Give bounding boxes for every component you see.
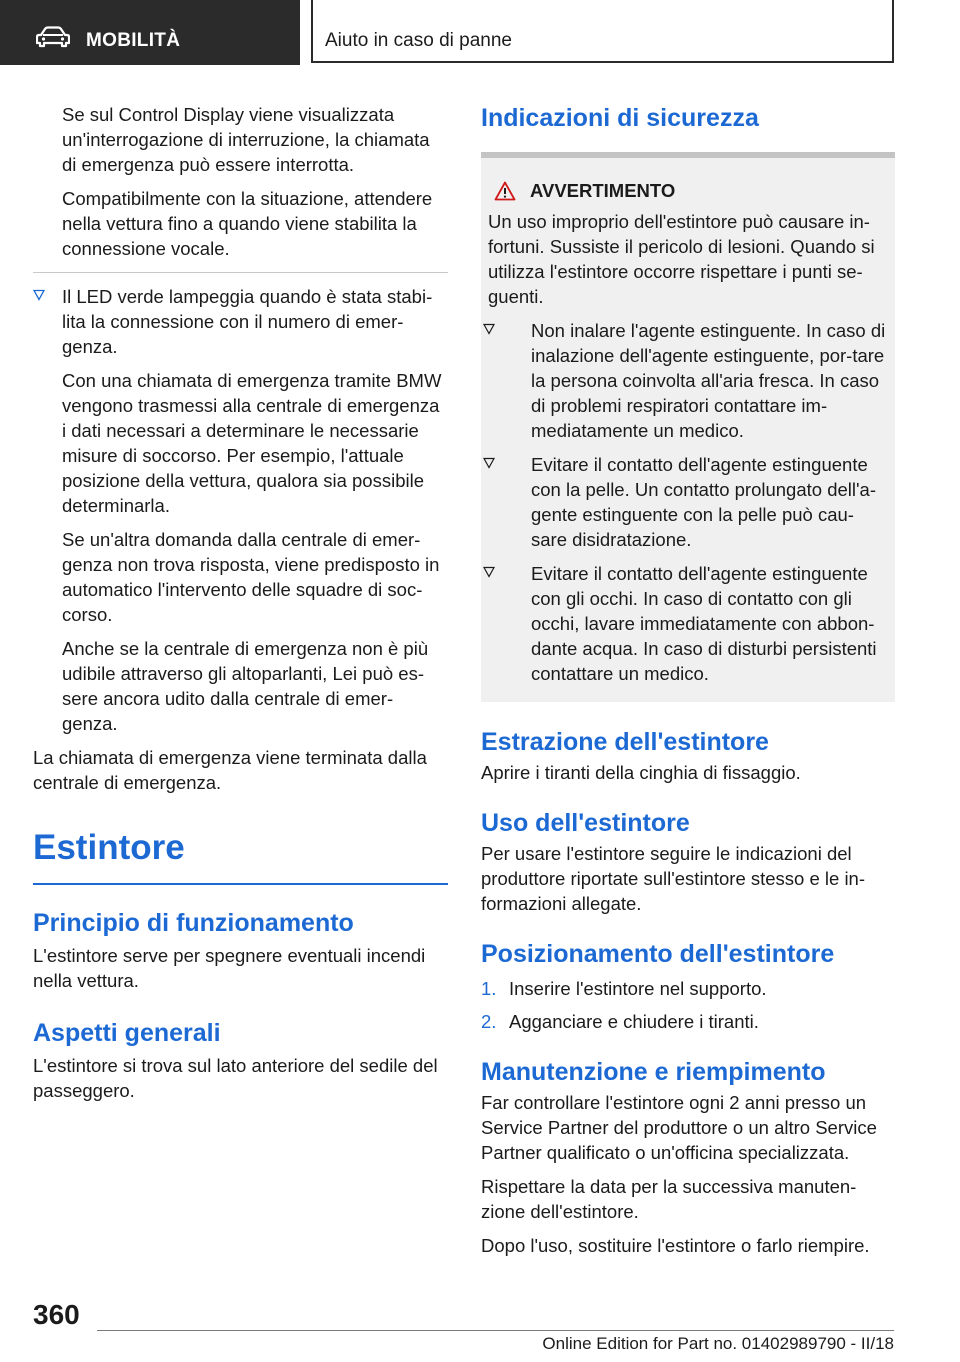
paragraph: Se un'altra domanda dalla centrale di emer-genza non trova risposta, viene predisposto in automatico l'intervento delle squadre di soc-corso. (62, 529, 440, 625)
list-item (495, 318, 887, 443)
triangle-bullet-icon (483, 323, 495, 335)
paragraph: L'estintore serve per spegnere eventuali incendi nella vettura. (33, 945, 426, 991)
list-item-text: Non inalare l'agente estinguente. In caso di inalazione dell'agente estinguente, por-tare la persona coinvolta all'aria fresca. In caso di problemi respiratori contattare im-mediatamente un medico. (531, 320, 886, 441)
section-heading: Posizionamento dell'estintore (481, 940, 835, 968)
left-column (33, 102, 448, 1103)
section-heading: Indicazioni di sicurezza (481, 104, 759, 132)
paragraph: Anche se la centrale di emergenza non è più udibile attraverso gli altoparlanti, Lei può es-sere ancora udito dalla centrale di emer-genza. (62, 638, 429, 734)
section-heading: Aspetti generali (33, 1019, 221, 1047)
list-item-text: Il LED verde lampeggia quando è stata stabi-lita la connessione con il numero di emer-genza. (62, 286, 433, 357)
list-item (495, 452, 887, 552)
right-column (481, 102, 895, 1258)
paragraph: La chiamata di emergenza viene terminata dalla centrale di emergenza. (33, 747, 427, 793)
chapter-label: MOBILITÀ (86, 30, 181, 51)
page-number: 360 (33, 1299, 80, 1330)
triangle-bullet-icon (483, 566, 495, 578)
footer-rule (97, 1330, 894, 1331)
step-text: Inserire l'estintore nel supporto. (509, 978, 767, 999)
warning-text: Un uso improprio dell'estintore può causare in-fortuni. Sussiste il pericolo di lesioni. Quando si utilizza l'estintore occorre rispettare i punti se-guenti. (488, 211, 875, 307)
section-heading: Uso dell'estintore (481, 809, 690, 837)
paragraph: Con una chiamata di emergenza tramite BMW vengono trasmessi alla centrale di emergenza i dati necessari a determinare le necessarie misure di soccorso. Per esempio, l'attuale posizione della vettura, qualora sia possibile determinarla. (62, 370, 442, 516)
paragraph: Aprire i tiranti della cinghia di fissaggio. (481, 762, 801, 783)
warning-title: AVVERTIMENTO (530, 180, 676, 201)
paragraph: Dopo l'uso, sostituire l'estintore o farlo riempire. (481, 1235, 870, 1256)
step-text: Agganciare e chiudere i tiranti. (509, 1011, 759, 1032)
warning-header (488, 178, 887, 203)
section-heading: Principio di funzionamento (33, 909, 354, 937)
paragraph: Far controllare l'estintore ogni 2 anni presso un Service Partner del produttore o un altro Service Partner qualificato o un'officina specializzata. (481, 1092, 877, 1163)
section-heading: Manutenzione e riempimento (481, 1058, 826, 1086)
warning-icon (494, 181, 516, 201)
section-header (311, 0, 894, 63)
step-number: 2. (481, 1011, 497, 1032)
step-number: 1. (481, 978, 497, 999)
paragraph: Compatibilmente con la situazione, attendere nella vettura fino a quando viene stabilita la connessione vocale. (62, 188, 433, 259)
list-item-text: Evitare il contatto dell'agente estinguente con la pelle. Un contatto prolungato dell'a-gente estinguente con la pelle può cau-sare disidratazione. (531, 454, 876, 550)
triangle-bullet-icon (483, 457, 495, 469)
paragraph: Se sul Control Display viene visualizzata un'interrogazione di interruzione, la chiamata di emergenza può essere interrotta. (62, 104, 430, 175)
chapter-tab (0, 0, 300, 65)
paragraph: L'estintore si trova sul lato anteriore del sedile del passeggero. (33, 1055, 438, 1101)
triangle-bullet-icon (33, 289, 45, 301)
chapter-heading: Estintore (33, 828, 185, 867)
section-title: Aiuto in caso di panne (325, 30, 512, 51)
list-item (33, 272, 448, 359)
list-item (481, 976, 895, 1001)
list-item (495, 561, 887, 686)
heading-rule (33, 883, 448, 885)
warning-box (481, 158, 895, 702)
list-item-text: Evitare il contatto dell'agente estinguente con gli occhi. In caso di contatto con gli occhi, lavare immediatamente con abbon-dante acqua. In caso di disturbi persistenti contattare un medico. (531, 563, 877, 684)
car-icon (36, 26, 70, 48)
paragraph: Rispettare la data per la successiva manuten-zione dell'estintore. (481, 1176, 857, 1222)
edition-note: Online Edition for Part no. 01402989790 - II/18 (542, 1334, 894, 1353)
section-heading: Estrazione dell'estintore (481, 728, 769, 756)
paragraph: Per usare l'estintore seguire le indicazioni del produttore riportate sull'estintore stesso e le in-formazioni allegate. (481, 843, 866, 914)
list-item (481, 1009, 895, 1034)
